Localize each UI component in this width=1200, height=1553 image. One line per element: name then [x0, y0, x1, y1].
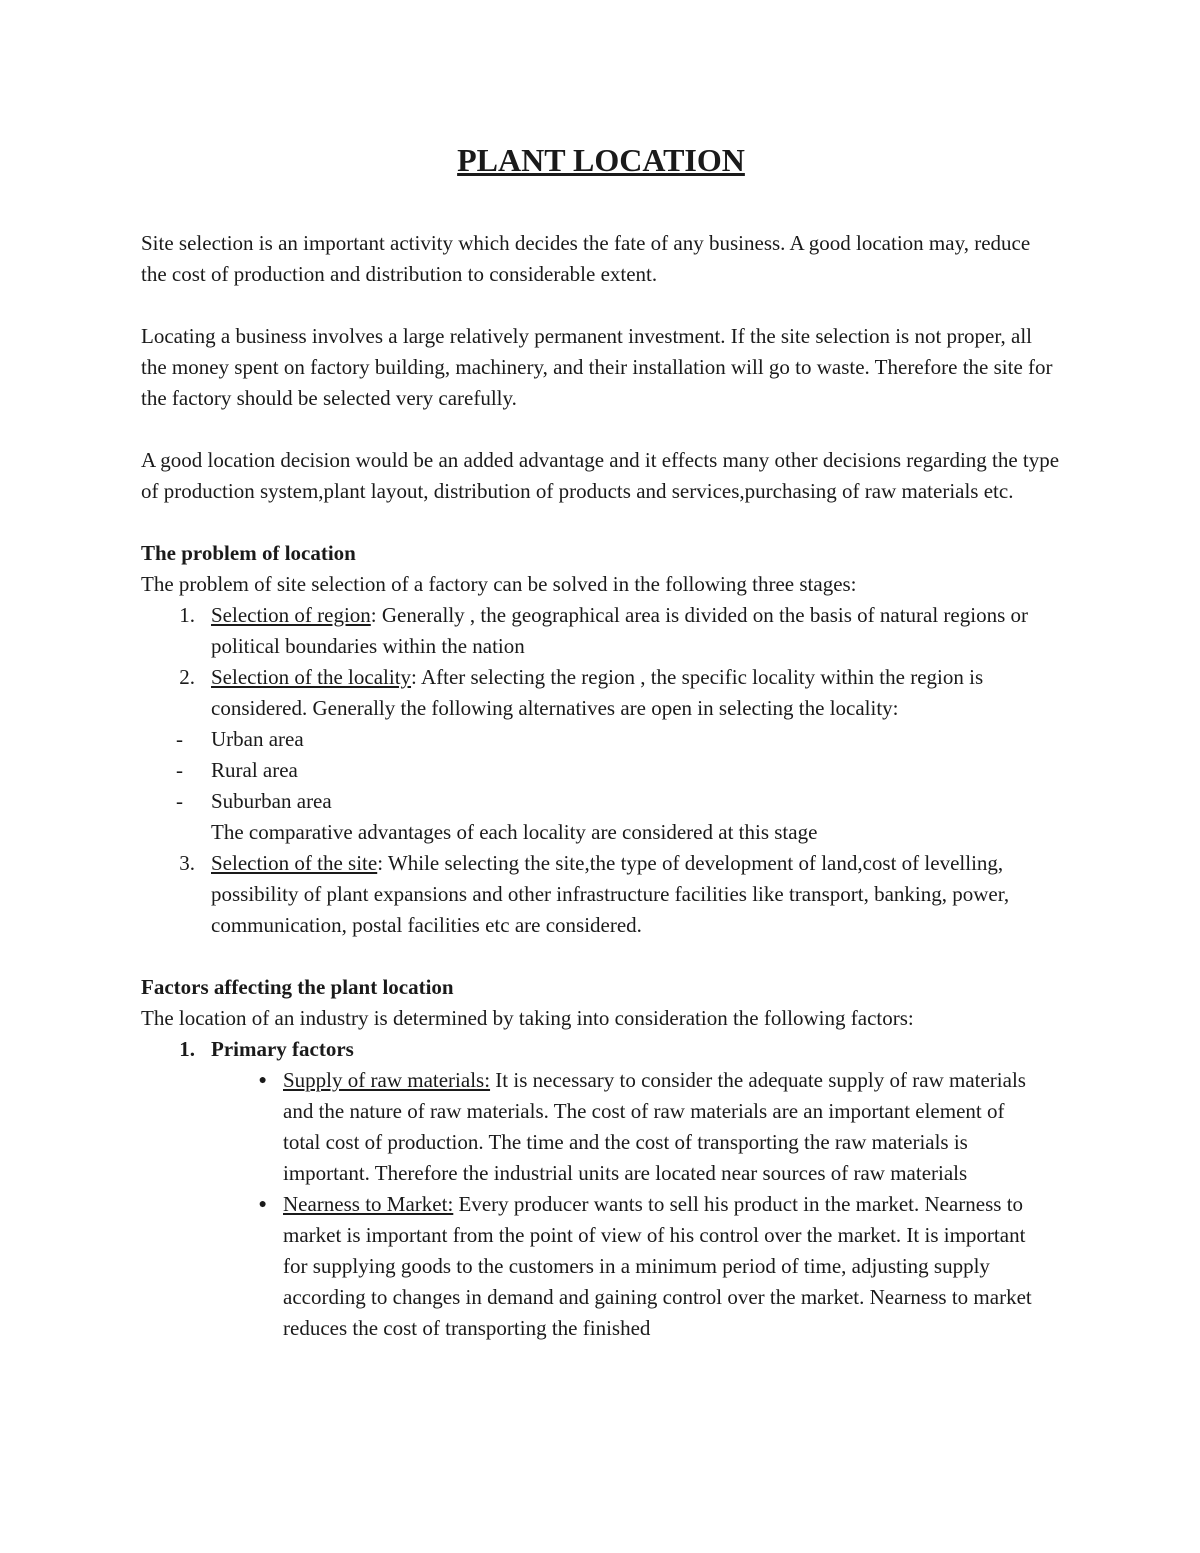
intro-paragraph-2: Locating a business involves a large relatively permanent investment. If the site selection is not proper, all the money spent on factory building, machinery, and their installation will go to waste. Therefore the site for the factory should be selected very carefully. [141, 324, 1053, 410]
problem-item-term: Selection of the locality [211, 665, 412, 689]
problem-intro: The problem of site selection of a factory can be solved in the following three stages: [141, 572, 857, 596]
intro-paragraph-1: Site selection is an important activity which decides the fate of any business. A good location may, reduce the cost of production and distribution to considerable extent. [141, 231, 1031, 286]
document-title: PLANT LOCATION [457, 142, 745, 178]
comparative-note: The comparative advantages of each locality are considered at this stage [211, 820, 818, 844]
problem-item-2 [141, 662, 1061, 724]
factor-text: It is necessary to consider the adequate supply of raw materials and the nature of raw materials. The cost of raw materials are an important element of total cost of production. The time and the cost of transporting the raw materials is important. Therefore the industrial units are located near sources of raw materials [283, 1068, 1026, 1185]
problem-item-3 [141, 848, 1061, 941]
factor-term: Nearness to Market: [283, 1192, 454, 1216]
problem-item-text: : After selecting the region , the specific locality within the region is considered. Generally the following alternatives are open in selecting the locality: [211, 665, 984, 720]
list-number: 3. [179, 851, 195, 875]
factors-intro: The location of an industry is determined by taking into consideration the following factors: [141, 1006, 914, 1030]
list-number: 1. [179, 603, 195, 627]
problem-item-term: Selection of the site [211, 851, 378, 875]
factor-text: Every producer wants to sell his product in the market. Nearness to market is important from the point of view of his control over the market. It is important for supplying goods to the customers in a minimum period of time, adjusting supply according to changes in demand and gaining control over the market. Nearness to market reduces the cost of transporting the finished [283, 1192, 1032, 1340]
alternative-item [141, 724, 1061, 755]
list-number: 2. [179, 665, 195, 689]
bullet-icon: ● [258, 1197, 267, 1212]
list-number: 1. [179, 1037, 195, 1061]
dash-marker: - [176, 758, 183, 782]
document-page [141, 140, 1061, 1344]
factor-term: Supply of raw materials: [283, 1068, 491, 1092]
problem-item-text: : While selecting the site,the type of development of land,cost of levelling, possibility of plant expansions and other infrastructure facilities like transport, banking, power, communication, postal facilities etc are considered. [211, 851, 1010, 937]
alternative-label: Rural area [211, 758, 298, 782]
alternative-label: Suburban area [211, 789, 332, 813]
alternative-label: Urban area [211, 727, 304, 751]
factors-heading: Factors affecting the plant location [141, 975, 454, 999]
intro-paragraph-3: A good location decision would be an added advantage and it effects many other decisions regarding the type of production system,plant layout, distribution of products and services,purchasing of raw materials etc. [141, 448, 1060, 503]
problem-section [141, 538, 1061, 941]
problem-item-term: Selection of region [211, 603, 371, 627]
bullet-icon: ● [258, 1073, 267, 1088]
problem-item-text: : Generally , the geographical area is divided on the basis of natural regions or political boundaries within the nation [211, 603, 1028, 658]
factor-bullet-item [141, 1189, 1061, 1344]
primary-factors-item [141, 1034, 1061, 1065]
problem-heading: The problem of location [141, 541, 356, 565]
dash-marker: - [176, 727, 183, 751]
problem-item-1 [141, 600, 1061, 662]
primary-factors-label: Primary factors [211, 1037, 354, 1061]
alternative-item [141, 755, 1061, 786]
factors-section [141, 972, 1061, 1344]
dash-marker: - [176, 789, 183, 813]
factor-bullet-item [141, 1065, 1061, 1189]
alternative-item [141, 786, 1061, 817]
